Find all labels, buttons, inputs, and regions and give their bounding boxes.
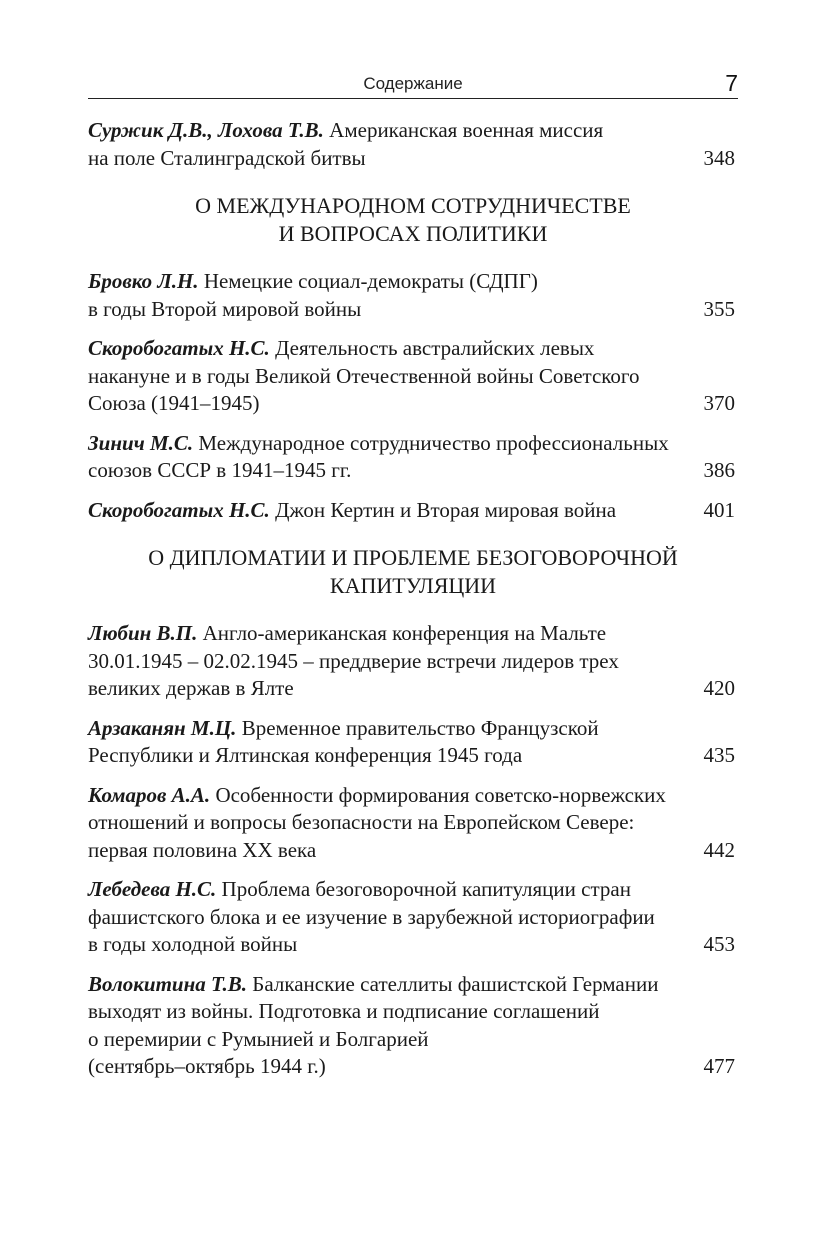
toc-entry-page: 355: [703, 296, 735, 321]
toc-entry-title-line: Временное правительство Французской: [241, 715, 599, 740]
toc-entry-text: [88, 971, 703, 1081]
toc-entry-page: 401: [703, 497, 735, 522]
toc-entry-author: Зинич М.С.: [88, 430, 194, 455]
toc-entry-author: Комаров А.А.: [88, 782, 211, 807]
toc-entry-page: 477: [703, 1054, 735, 1078]
toc-entry-title-line: (сентябрь–октябрь 1944 г.): [88, 1054, 326, 1078]
page-number: 7: [725, 70, 738, 96]
toc-entry[interactable]: [88, 620, 738, 703]
toc-entry-text: [88, 335, 703, 418]
toc-entry-title-line: Балканские сателлиты фашистской Германии: [252, 971, 659, 996]
toc-entry-author: Скоробогатых Н.С.: [88, 497, 270, 522]
toc-entry-author: Лебедева Н.С.: [88, 877, 217, 901]
toc-entry-title-line: Англо-американская конференция на Мальте: [202, 621, 607, 645]
toc-entry-title-line: союзов СССР в 1941–1945 гг.: [88, 458, 352, 482]
toc-entry-title-line: Республики и Ялтинская конференция 1945 года: [88, 743, 523, 767]
toc-entry[interactable]: [88, 715, 738, 770]
toc-entry[interactable]: [88, 497, 738, 525]
toc-entry[interactable]: [88, 971, 738, 1081]
toc-entry-page: 453: [703, 932, 735, 956]
book-page: [88, 0, 738, 1234]
toc-entry-title-line: отношений и вопросы безопасности на Европейском Севере:: [88, 810, 635, 834]
toc-entry-title-line: Проблема безоговорочной капитуляции стран: [221, 877, 631, 901]
toc-entry[interactable]: [88, 268, 738, 323]
toc-entry-text: [88, 782, 703, 865]
toc-entry-page: 435: [703, 743, 735, 767]
toc-entry[interactable]: [88, 335, 738, 418]
toc-entry-title-line: Особенности формирования советско-норвежских: [215, 782, 666, 807]
toc-entry-page: 348: [703, 145, 735, 170]
toc-entry-text: [88, 268, 703, 323]
toc-entry[interactable]: [88, 430, 738, 485]
toc-entry-title-line: Немецкие социал-демократы (СДПГ): [203, 269, 538, 293]
toc-entry-page: 370: [703, 391, 735, 415]
section-heading-line: КАПИТУЛЯЦИИ: [329, 573, 497, 598]
toc-entry-text: [88, 430, 703, 485]
toc-entry-page: 420: [703, 676, 735, 700]
toc-entry-title-line: в годы Второй мировой войны: [88, 296, 362, 321]
section-heading: [88, 192, 738, 248]
toc-entry[interactable]: [88, 876, 738, 959]
running-title: Содержание: [363, 74, 463, 93]
toc-entry-page: 386: [703, 458, 735, 482]
section-heading-line: О МЕЖДУНАРОДНОМ СОТРУДНИЧЕСТВЕ: [195, 193, 631, 218]
toc-entry-author: Арзаканян М.Ц.: [88, 715, 237, 740]
toc-entry-title-line: Международное сотрудничество профессиональных: [198, 430, 669, 455]
toc-entry-author: Суржик Д.В., Лохова Т.В.: [88, 118, 324, 142]
toc-entry-text: [88, 497, 703, 525]
toc-entry-title-line: Деятельность австралийских левых: [275, 336, 595, 360]
toc-entry-author: Любин В.П.: [88, 621, 198, 645]
toc-entry-title-line: накануне и в годы Великой Отечественной войны Советского: [88, 363, 640, 388]
toc-entry-text: [88, 620, 703, 703]
toc-entry-author: Скоробогатых Н.С.: [88, 336, 270, 360]
toc-entry-title-line: на поле Сталинградской битвы: [88, 145, 366, 170]
toc-entry-author: Волокитина Т.В.: [88, 971, 248, 996]
toc-entry-title-line: выходят из войны. Подготовка и подписание соглашений: [88, 999, 600, 1023]
toc-entry-page: 442: [703, 837, 735, 862]
toc-entry-author: Бровко Л.Н.: [88, 269, 199, 293]
toc-entry-title-line: великих держав в Ялте: [88, 676, 294, 700]
toc-entry-text: [88, 876, 703, 959]
section-heading-line: И ВОПРОСАХ ПОЛИТИКИ: [278, 221, 548, 246]
toc-entry-text: [88, 715, 703, 770]
table-of-contents: [88, 117, 738, 1093]
toc-entry-title-line: фашистского блока и ее изучение в зарубежной историографии: [88, 904, 655, 929]
toc-entry-title-line: Американская военная миссия: [329, 118, 604, 142]
toc-entry-title-line: о перемирии с Румынией и Болгарией: [88, 1026, 429, 1051]
toc-entry[interactable]: [88, 117, 738, 172]
toc-entry-title-line: Союза (1941–1945): [88, 391, 260, 415]
toc-entry-title-line: первая половина XX века: [88, 837, 317, 862]
toc-entry[interactable]: [88, 782, 738, 865]
running-head: [88, 72, 738, 99]
toc-entry-title-line: в годы холодной войны: [88, 932, 298, 956]
toc-entry-text: [88, 117, 703, 172]
toc-entry-title-line: Джон Кертин и Вторая мировая война: [275, 497, 617, 522]
toc-entry-title-line: 30.01.1945 – 02.02.1945 – преддверие встречи лидеров трех: [88, 648, 619, 673]
section-heading-line: О ДИПЛОМАТИИ И ПРОБЛЕМЕ БЕЗОГОВОРОЧНОЙ: [148, 545, 678, 570]
section-heading: [88, 544, 738, 600]
